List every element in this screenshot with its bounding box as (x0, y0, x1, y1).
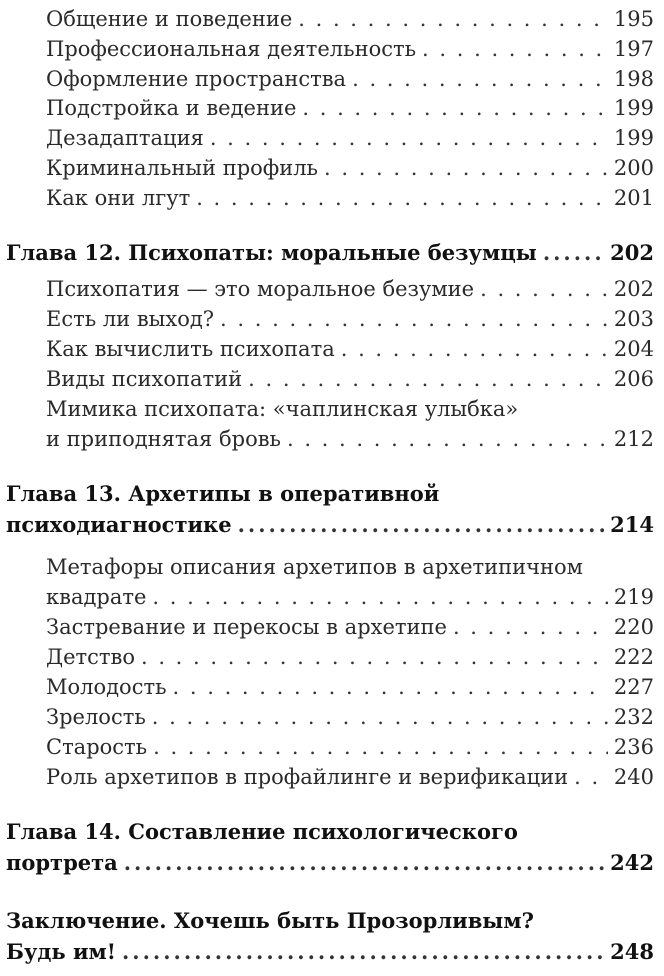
toc-entry[interactable] (46, 32, 654, 62)
toc-entry-title: Роль архетипов в профайлинге и верификации (46, 765, 569, 789)
toc-chapter-page: 242 (610, 850, 654, 875)
toc-entry-page: 202 (613, 277, 654, 301)
toc-chapter-14-first-line[interactable] (6, 815, 654, 845)
toc-entry-page: 232 (613, 705, 654, 729)
toc-entry-page: 204 (613, 337, 654, 361)
toc-entry[interactable] (46, 730, 654, 760)
toc-entry[interactable] (46, 700, 654, 730)
toc-entry[interactable] (46, 181, 654, 211)
toc-entry-title: Профессиональная деятельность (46, 37, 417, 61)
toc-entry-page: 195 (613, 7, 654, 31)
dot-leader (248, 366, 608, 392)
toc-entry-page: 200 (613, 156, 654, 180)
toc-entry-title: Метафоры описания архетипов в архетипичном (46, 555, 583, 579)
toc-entry-title: Детство (46, 645, 135, 669)
dot-leader (574, 764, 608, 790)
toc-chapter-page: 248 (610, 939, 654, 964)
toc-chapter-13-first-line[interactable] (6, 477, 654, 507)
toc-entry-title: Мимика психопата: «чаплинская улыбка» (46, 397, 519, 421)
toc-chapter-title: Глава 14. Составление психологического (6, 819, 518, 844)
toc-entry-page: 206 (613, 367, 654, 391)
dot-leader (480, 276, 608, 302)
dot-leader (152, 704, 608, 730)
toc-entry[interactable] (46, 670, 654, 700)
toc-entry-page: 212 (613, 427, 654, 451)
toc-entry-page: 227 (613, 675, 654, 699)
toc-entry[interactable] (46, 121, 654, 151)
toc-entry-title: квадрате (46, 585, 147, 609)
dot-leader (543, 240, 604, 266)
toc-entry[interactable] (46, 62, 654, 92)
toc-chapter-page: 214 (610, 512, 654, 537)
toc-chapter-title: Глава 12. Психопаты: моральные безумцы (6, 240, 537, 265)
toc-entry-first-line[interactable] (46, 392, 654, 422)
toc-entry-page: 219 (613, 585, 654, 609)
toc-entry-page: 236 (613, 735, 654, 759)
dot-leader (210, 125, 608, 151)
toc-entry-title: и приподнятая бровь (46, 427, 281, 451)
toc-chapter-12[interactable] (6, 236, 654, 266)
toc-entry-page: 201 (613, 186, 654, 210)
dot-leader (173, 674, 608, 700)
toc-chapter-page: 202 (610, 240, 654, 265)
dot-leader (124, 850, 604, 876)
toc-entry[interactable] (46, 362, 654, 392)
toc-entry[interactable] (46, 580, 654, 610)
toc-chapter-title: Будь им! (6, 939, 116, 964)
dot-leader (122, 939, 604, 965)
toc-entry-title: Психопатия — это моральное безумие (46, 277, 475, 301)
toc-entry[interactable] (46, 302, 654, 332)
toc-conclusion[interactable] (6, 935, 654, 965)
toc-entry-title: Зрелость (46, 705, 146, 729)
toc-entry-title: Дезадаптация (46, 126, 204, 150)
toc-entry-page: 203 (613, 307, 654, 331)
dot-leader (238, 512, 605, 538)
dot-leader (324, 155, 608, 181)
toc-entry-title: Криминальный профиль (46, 156, 318, 180)
toc-entry[interactable] (46, 422, 654, 452)
dot-leader (352, 66, 608, 92)
toc-chapter-title: психодиагностике (6, 512, 232, 537)
toc-entry[interactable] (46, 610, 654, 640)
dot-leader (302, 95, 608, 121)
toc-chapter-13[interactable] (6, 508, 654, 538)
toc-entry[interactable] (46, 640, 654, 670)
toc-entry-page: 240 (613, 765, 654, 789)
toc-entry-title: Общение и поведение (46, 7, 293, 31)
dot-leader (453, 614, 608, 640)
toc-entry-title: Застревание и перекосы в архетипе (46, 615, 447, 639)
toc-entry-page: 199 (613, 96, 654, 120)
dot-leader (422, 36, 608, 62)
toc-entry-page: 197 (613, 37, 654, 61)
toc-entry-title: Оформление пространства (46, 67, 347, 91)
dot-leader (153, 734, 608, 760)
toc-entry[interactable] (46, 332, 654, 362)
toc-entry-title: Старость (46, 735, 148, 759)
toc-entry[interactable] (46, 272, 654, 302)
toc-chapter-14[interactable] (6, 846, 654, 876)
toc-entry-first-line[interactable] (46, 550, 654, 580)
toc-entry-title: Виды психопатий (46, 367, 243, 391)
dot-leader (196, 185, 608, 211)
toc-entry-title: Как они лгут (46, 186, 191, 210)
toc-entry-title: Есть ли выход? (46, 307, 215, 331)
toc-chapter-title: Глава 13. Архетипы в оперативной (6, 481, 440, 506)
toc-entry[interactable] (46, 2, 654, 32)
toc-entry[interactable] (46, 760, 654, 790)
toc-chapter-title: портрета (6, 850, 118, 875)
toc-entry-page: 198 (613, 67, 654, 91)
toc-entry-page: 199 (613, 126, 654, 150)
toc-entry[interactable] (46, 151, 654, 181)
toc-entry[interactable] (46, 91, 654, 121)
toc-entry-page: 222 (613, 645, 654, 669)
dot-leader (152, 584, 608, 610)
dot-leader (341, 336, 608, 362)
toc-chapter-title: Заключение. Хочешь быть Прозорливым? (6, 908, 534, 933)
dot-leader (287, 426, 608, 452)
toc-conclusion-first-line[interactable] (6, 904, 654, 934)
dot-leader (298, 6, 608, 32)
toc-entry-page: 220 (613, 615, 654, 639)
toc-entry-title: Молодость (46, 675, 167, 699)
dot-leader (141, 644, 608, 670)
toc-entry-title: Подстройка и ведение (46, 96, 297, 120)
toc-entry-title: Как вычислить психопата (46, 337, 335, 361)
dot-leader (220, 306, 608, 332)
